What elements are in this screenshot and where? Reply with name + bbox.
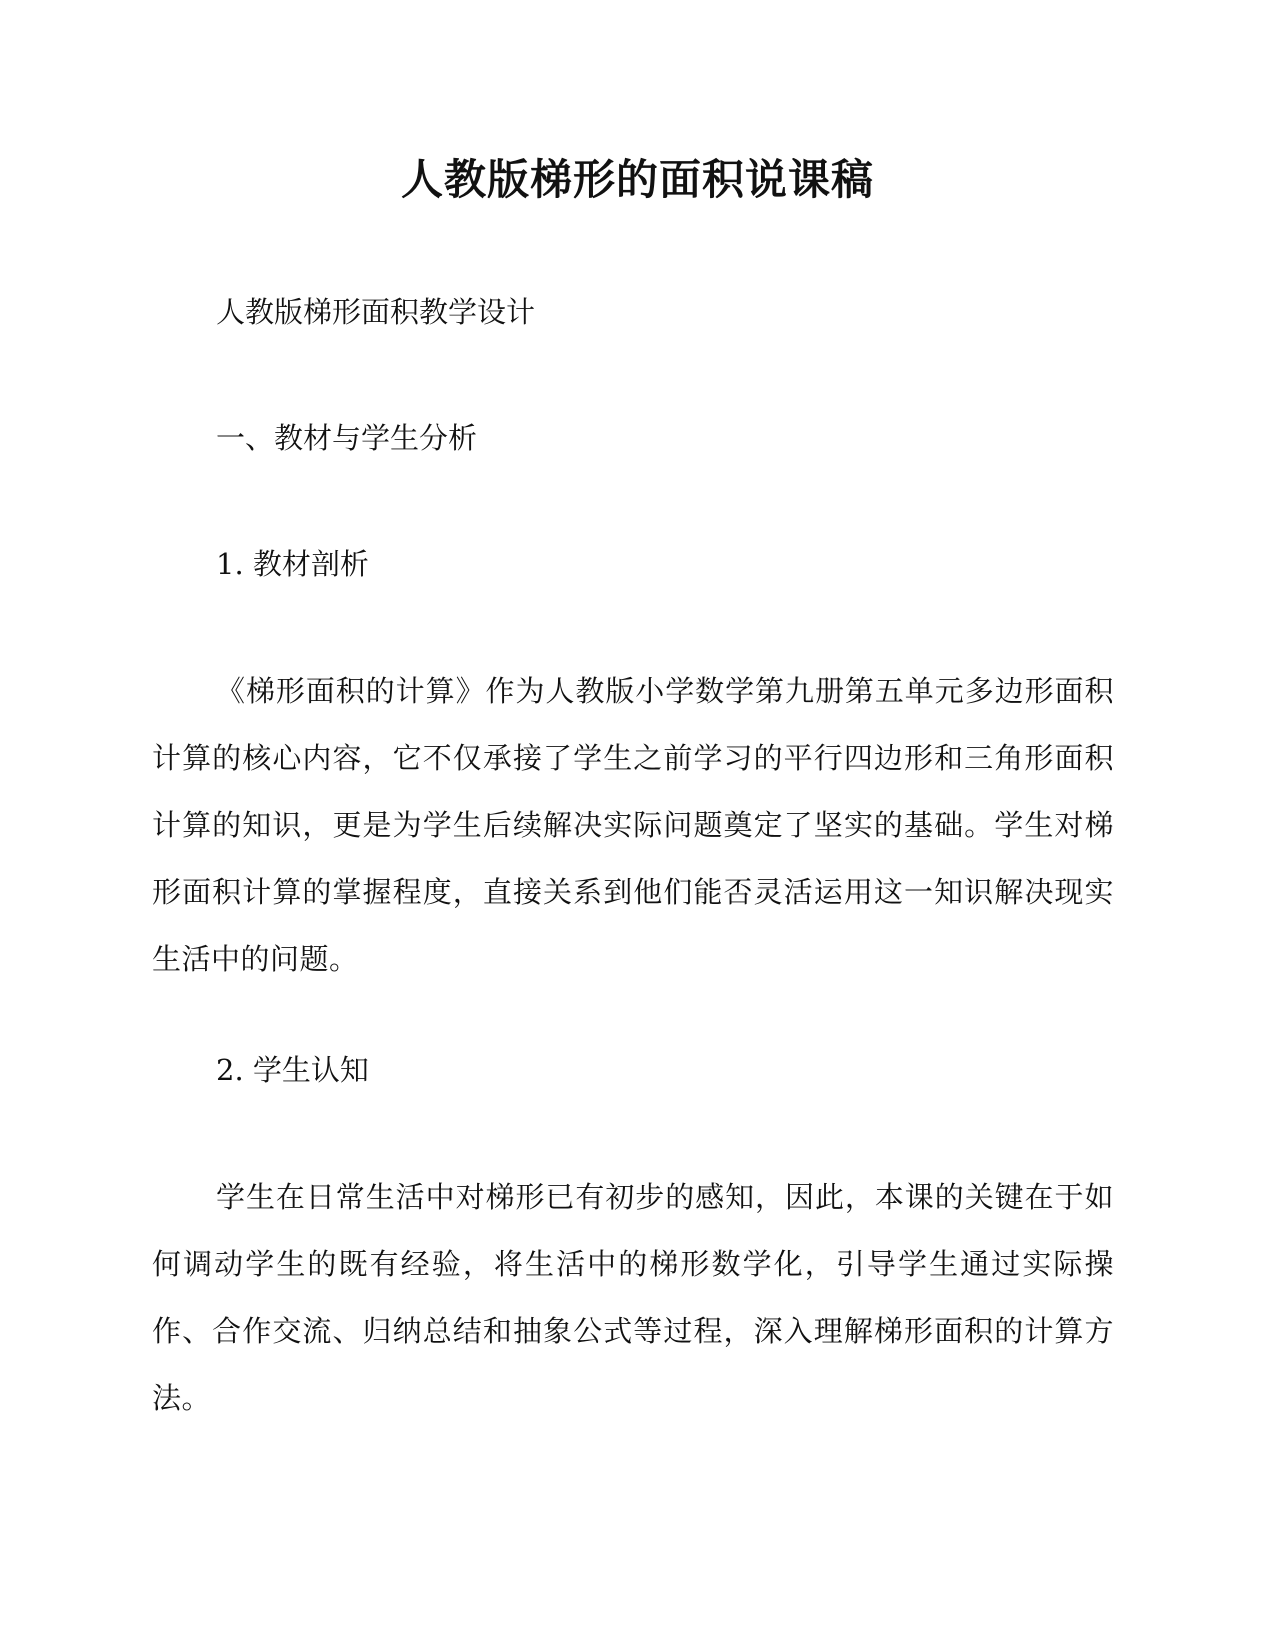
subsection-heading-textbook: 1. 教材剖析 (216, 547, 369, 581)
paragraph-student-cognition: 学生在日常生活中对梯形已有初步的感知，因此，本课的关键在于如何调动学生的既有经验，将生活中的梯形数学化，引导学生通过实际操作、合作交流、归纳总结和抽象公式等过程，深入理解梯形面积的计算方法。 (152, 1180, 1114, 1415)
document-title: 人教版梯形的面积说课稿 (400, 155, 874, 204)
document-subtitle: 人教版梯形面积教学设计 (216, 295, 536, 329)
section-heading: 一、教材与学生分析 (216, 421, 478, 455)
paragraph-textbook-analysis: 《梯形面积的计算》作为人教版小学数学第九册第五单元多边形面积计算的核心内容，它不仅承接了学生之前学习的平行四边形和三角形面积计算的知识，更是为学生后续解决实际问题奠定了坚实的基础。学生对梯形面积计算的掌握程度，直接关系到他们能否灵活运用这一知识解决现实生活中的问题。 (152, 674, 1114, 976)
subsection-heading-students: 2. 学生认知 (216, 1053, 369, 1087)
